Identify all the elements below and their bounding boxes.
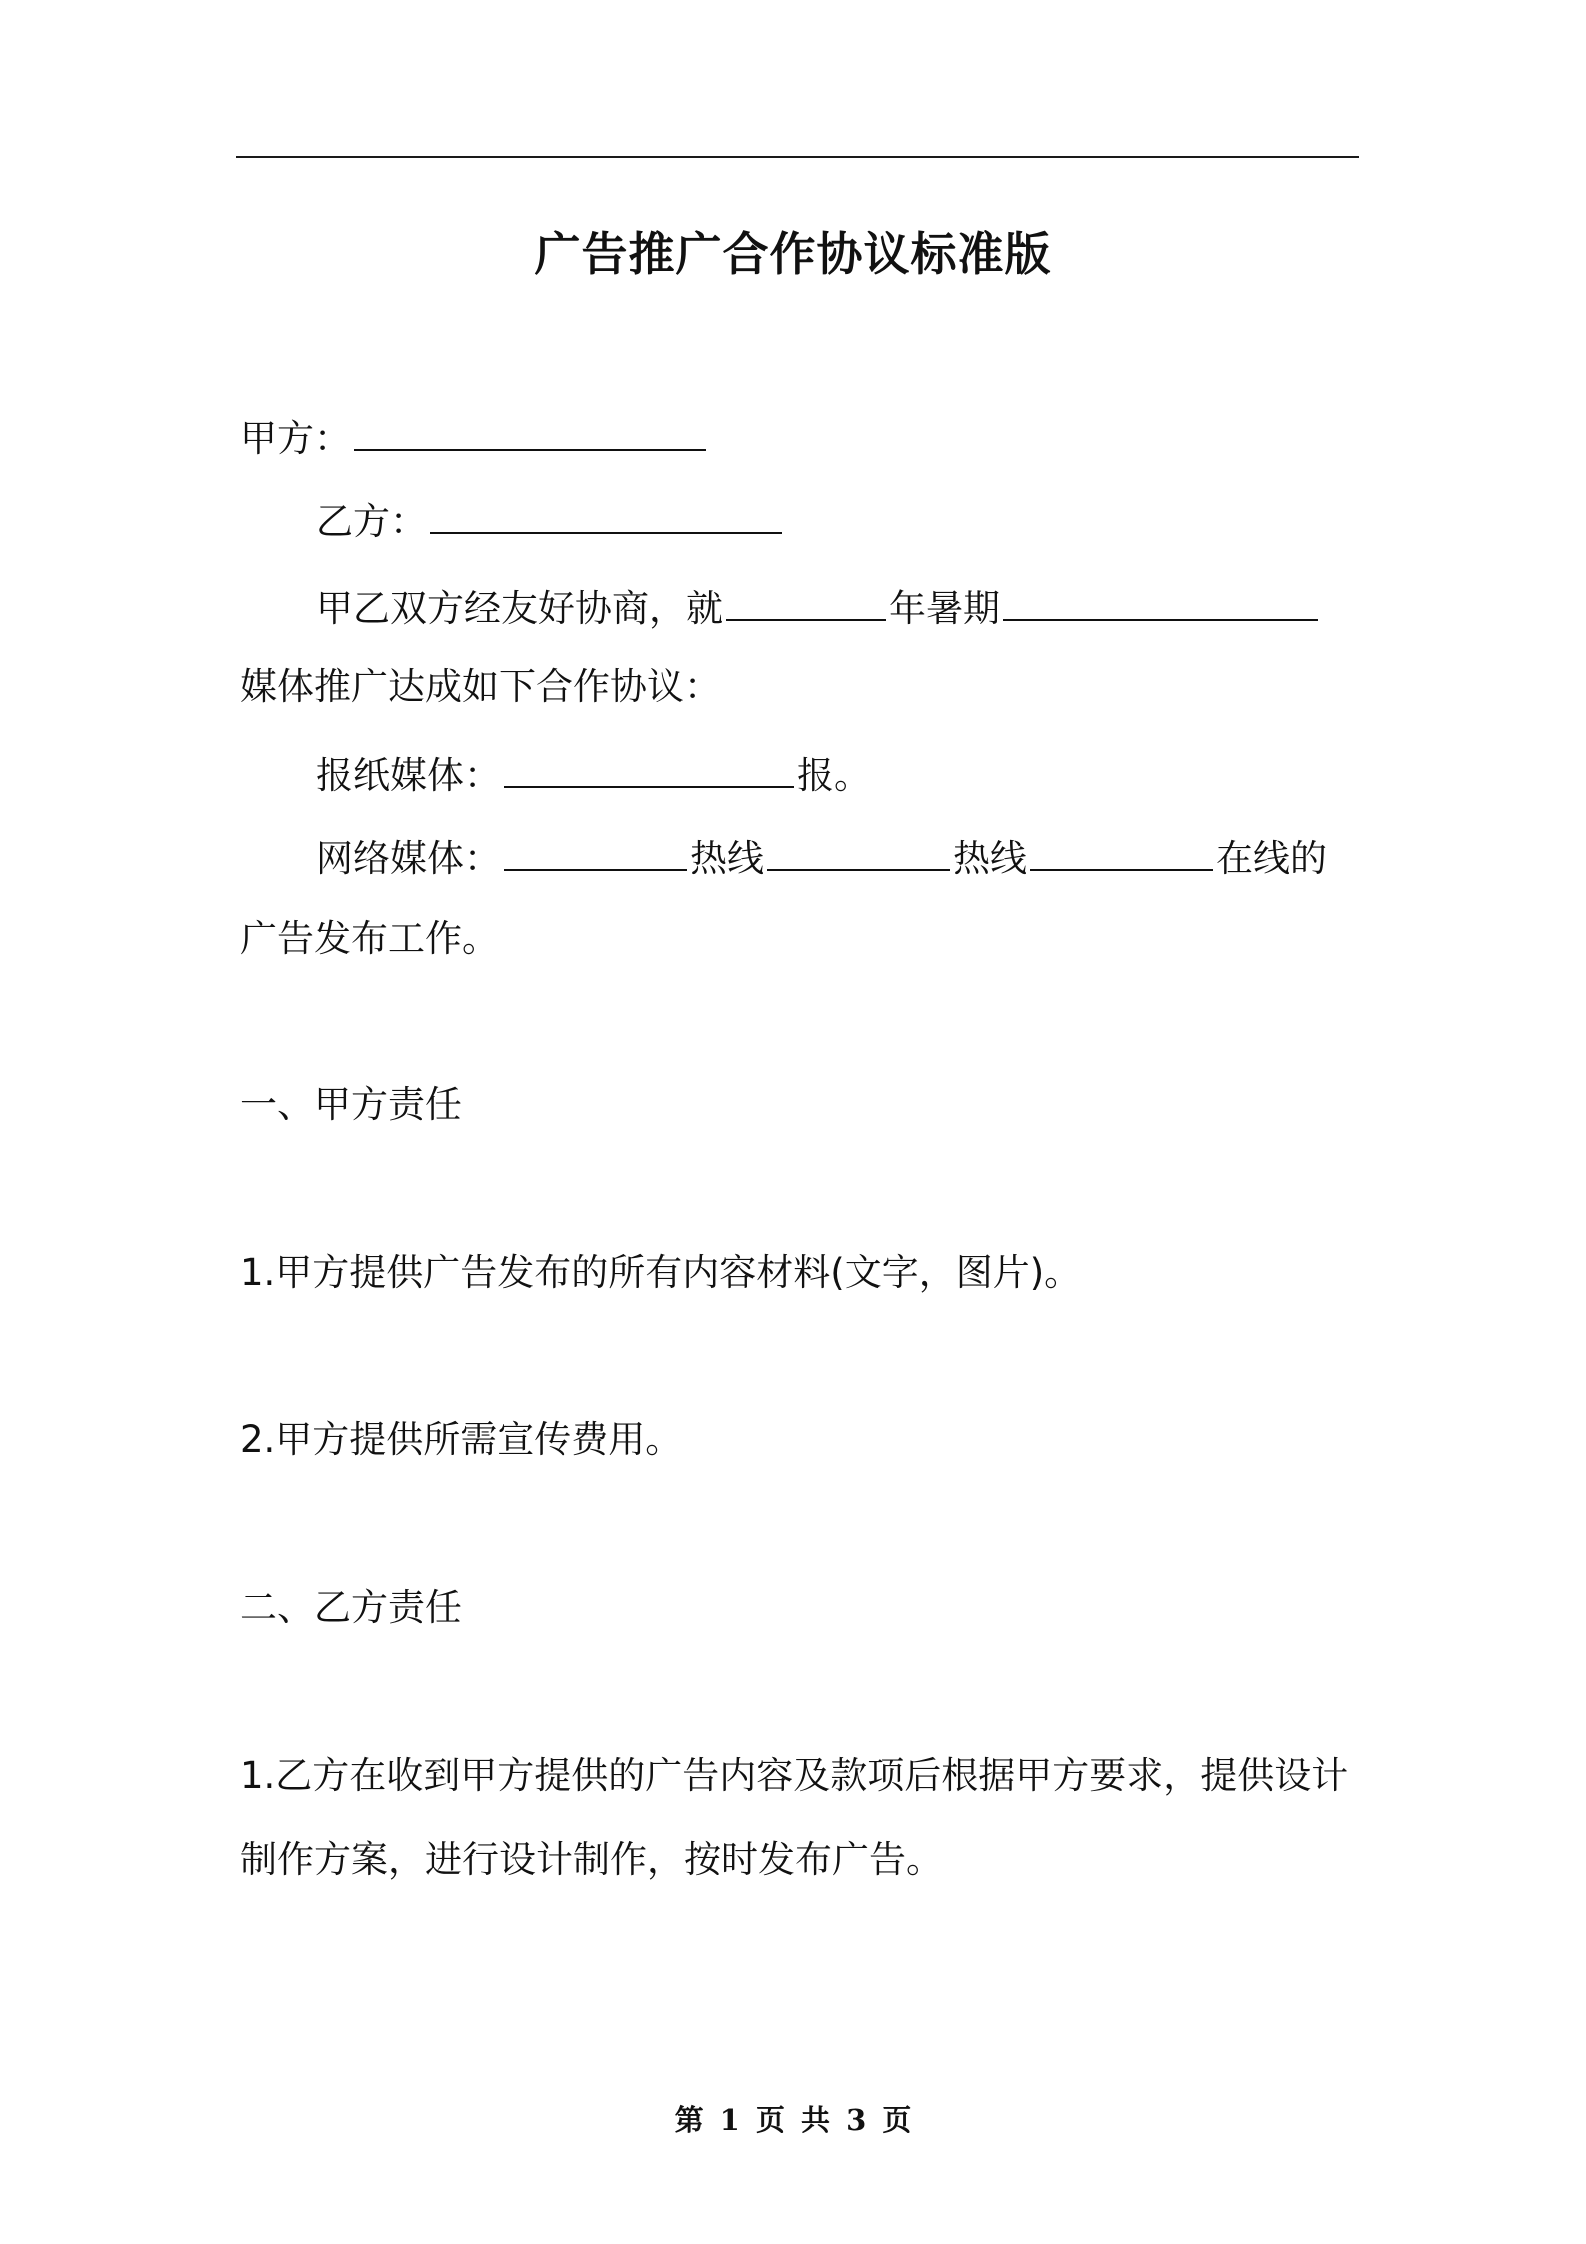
- party-b-item-1-line-1: 1.乙方在收到甲方提供的广告内容及款项后根据甲方要求，提供设计: [240, 1754, 1349, 1797]
- newspaper-label: 报纸媒体：: [316, 754, 501, 797]
- media-blank[interactable]: [1003, 581, 1318, 621]
- network-blank-1[interactable]: [504, 831, 687, 871]
- newspaper-blank[interactable]: [504, 748, 794, 788]
- party-b-line: [316, 494, 1436, 547]
- network-line-1: [316, 831, 1436, 884]
- network-label: 网络媒体：: [316, 837, 501, 880]
- online-text: 在线的: [1216, 837, 1327, 880]
- newspaper-line: [316, 748, 1436, 801]
- section-heading-party-a: 一、甲方责任: [240, 1083, 462, 1126]
- party-b-label: 乙方：: [316, 500, 427, 543]
- newspaper-suffix: 报。: [797, 754, 871, 797]
- intro-text: 甲乙双方经友好协商，就: [316, 587, 723, 630]
- section-heading-party-b: 二、乙方责任: [240, 1586, 462, 1629]
- intro-year-text: 年暑期: [889, 587, 1000, 630]
- party-b-blank[interactable]: [430, 494, 782, 534]
- party-a-line: [240, 411, 1360, 464]
- header-rule: [236, 156, 1359, 158]
- network-line-2: 广告发布工作。: [240, 917, 499, 960]
- hotline-text-1: 热线: [690, 837, 764, 880]
- year-blank[interactable]: [726, 581, 886, 621]
- party-a-item-1: 1.甲方提供广告发布的所有内容材料(文字，图片)。: [240, 1251, 1082, 1294]
- hotline-text-2: 热线: [953, 837, 1027, 880]
- party-a-blank[interactable]: [354, 411, 706, 451]
- document-title: 广告推广合作协议标准版: [534, 227, 1052, 281]
- network-blank-3[interactable]: [1030, 831, 1213, 871]
- page-footer: 第 1 页 共 3 页: [674, 2103, 912, 2137]
- intro-line-2: 媒体推广达成如下合作协议：: [240, 665, 721, 708]
- party-b-item-1-line-2: 制作方案，进行设计制作，按时发布广告。: [240, 1838, 943, 1881]
- network-blank-2[interactable]: [767, 831, 950, 871]
- party-a-item-2: 2.甲方提供所需宣传费用。: [240, 1418, 683, 1461]
- party-a-label: 甲方：: [240, 417, 351, 460]
- intro-line-1: [316, 581, 1436, 634]
